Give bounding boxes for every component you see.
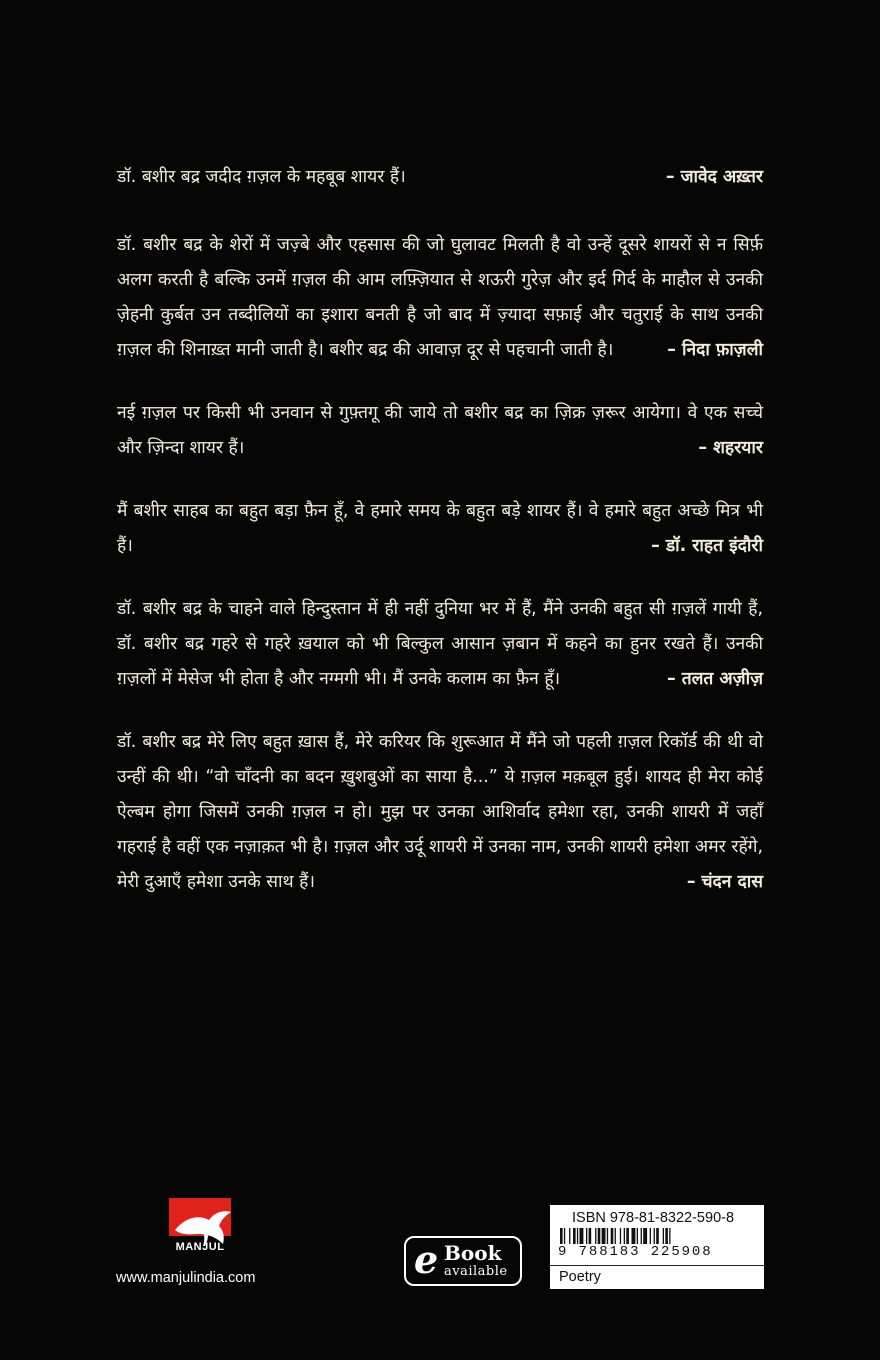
- testimonial: [117, 592, 763, 697]
- testimonial: [117, 396, 763, 466]
- quote-text: मैं बशीर साहब का बहुत बड़ा फ़ैन हूँ, वे हमारे समय के बहुत बड़े शायर हैं। वे हमारे बहुत अच्छे मित्र भी हैं।: [117, 501, 763, 556]
- quote-author: – डॉ. राहत इंदौरी: [651, 536, 763, 556]
- quote-author: – जावेद अख़्तर: [665, 167, 763, 187]
- testimonial: [117, 160, 763, 195]
- testimonials: [117, 160, 763, 900]
- ebook-badge: [404, 1236, 522, 1286]
- quote-author: – निदा फ़ाज़ली: [667, 340, 763, 360]
- quote-text: डॉ. बशीर बद्र मेरे लिए बहुत ख़ास हैं, मेरे करियर कि शुरूआत में मैंने जो पहली ग़ज़ल रिकॉर्ड की थी वो उन्हीं की थी। “वो चाँदनी का बदन ख़ुशबुओं का साया है...” ये ग़ज़ल मक़बूल हुई। शायद ही मेरा कोई ऐल्बम होगा जिसमें उनकी ग़ज़ल न हो। मुझ पर उनका आशिर्वाद हमेशा रहा, उनकी शायरी में जहाँ गहराई है वहीं एक नज़ाक़त भी है। ग़ज़ल और उर्दू शायरी में उनका नाम, उनकी शायरी हमेशा अमर रहेंगे, मेरी दुआएँ हमेशा उनके साथ हैं।: [117, 732, 763, 892]
- publisher-name: MANJUL: [175, 1241, 225, 1253]
- testimonial: [117, 494, 763, 564]
- ebook-available: available: [444, 1264, 508, 1279]
- quote-text: डॉ. बशीर बद्र के चाहने वाले हिन्दुस्तान में ही नहीं दुनिया भर में हैं, मैंने उनकी बहुत सी ग़ज़लें गायी हैं, डॉ. बशीर बद्र गहरे से गहरे ख़याल को भी बिल्कुल आसान ज़बान में कहने का हुनर रखते हैं। उनकी ग़ज़लों में मेसेज भी होता है और नग्मगी भी। मैं उनके कलाम का फ़ैन हूँ।: [117, 599, 763, 689]
- isbn-digits: 9 788183 225908: [556, 1244, 762, 1260]
- quote-author: – चंदन दास: [686, 872, 763, 892]
- quote-text: डॉ. बशीर बद्र जदीद ग़ज़ल के महबूब शायर हैं।: [117, 167, 406, 187]
- testimonial: [117, 228, 763, 368]
- quote-text: डॉ. बशीर बद्र के शेरों में जज़्बे और एहसास की जो घुलावट मिलती है वो उन्हें दूसरे शायरों से न सिर्फ़ अलग करती है बल्कि उनमें ग़ज़ल की आम लफ़्ज़ियात से शऊरी गुरेज़ और इर्द गिर्द के माहौल से उनकी ज़ेहनी कुर्बत उन तब्दीलियों का इशारा बनती है जो बाद में ज़्यादा सफ़ाई और चतुराई के साथ उनकी ग़ज़ल की शिनाख़्त मानी जाती है। बशीर बद्र की आवाज़ दूर से पहचानी जाती है।: [117, 235, 763, 360]
- isbn-label: ISBN 978-81-8322-590-8: [572, 1210, 735, 1226]
- quote-text: नई ग़ज़ल पर किसी भी उनवान से गुफ़्तगू की जाये तो बशीर बद्र का ज़िक्र ज़रूर आयेगा। वे एक सच्चे और ज़िन्दा शायर हैं।: [117, 403, 763, 458]
- ebook-e-letter: e: [414, 1237, 439, 1282]
- testimonial: [117, 725, 763, 900]
- quote-author: – शहरयार: [698, 438, 763, 458]
- ebook-word: Book: [444, 1241, 502, 1265]
- publisher-logo: [165, 1198, 239, 1258]
- publisher-website[interactable]: www.manjulindia.com: [116, 1270, 256, 1286]
- category-label: Poetry: [550, 1265, 764, 1289]
- quote-author: – तलत अज़ीज़: [667, 669, 763, 689]
- isbn-block: [550, 1205, 764, 1289]
